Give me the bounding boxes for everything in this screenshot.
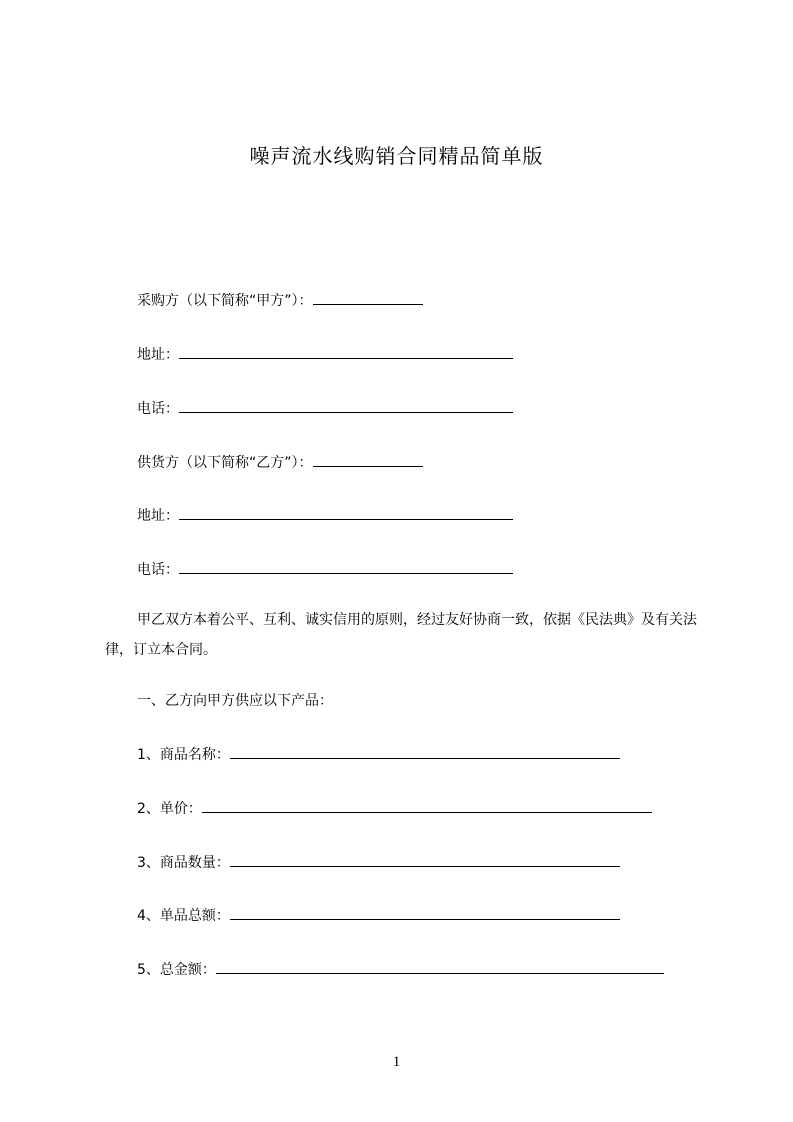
page-number: 1 [392, 1054, 401, 1070]
party-a-name-label: 采购方（以下简称“甲方”）： [137, 293, 313, 309]
party-a-address-label: 地址： [137, 347, 179, 363]
party-b-name-label: 供货方（以下简称“乙方”）： [137, 455, 313, 471]
item-quantity-line [137, 852, 620, 873]
party-a-name-line [137, 290, 423, 311]
item-total-line [137, 959, 664, 980]
party-b-address-line [137, 505, 513, 526]
intro-text: 甲乙双方本着公平、互利、诚实信用的原则，经过友好协商一致，依据《民法典》及有关法律，订立本合同。 [105, 612, 697, 658]
item-unit-price-blank[interactable] [202, 798, 652, 813]
party-b-phone-label: 电话： [137, 562, 179, 578]
party-b-name-blank[interactable] [313, 452, 423, 467]
intro-paragraph [105, 605, 715, 665]
party-b-name-line [137, 452, 423, 473]
item-total-blank[interactable] [216, 959, 664, 974]
document-title: 噪声流水线购销合同精品简单版 [249, 144, 544, 168]
item-quantity-label: 3、商品数量： [137, 855, 230, 871]
party-a-address-blank[interactable] [179, 344, 513, 359]
item-subtotal-line [137, 905, 620, 926]
item-unit-price-line [137, 798, 652, 819]
party-a-phone-label: 电话： [137, 401, 179, 417]
party-a-address-line [137, 344, 513, 365]
item-product-name-blank[interactable] [230, 744, 620, 759]
item-product-name-line [137, 744, 620, 765]
item-total-label: 5、总金额： [137, 962, 216, 978]
party-b-phone-line [137, 559, 513, 580]
party-a-phone-blank[interactable] [179, 398, 513, 413]
item-product-name-label: 1、商品名称： [137, 747, 230, 763]
item-subtotal-blank[interactable] [230, 905, 620, 920]
section-1-heading: 一、乙方向甲方供应以下产品： [137, 693, 333, 709]
item-subtotal-label: 4、单品总额： [137, 908, 230, 924]
party-b-phone-blank[interactable] [179, 559, 513, 574]
party-b-address-blank[interactable] [179, 505, 513, 520]
item-unit-price-label: 2、单价： [137, 801, 202, 817]
party-a-phone-line [137, 398, 513, 419]
item-quantity-blank[interactable] [230, 852, 620, 867]
party-b-address-label: 地址： [137, 508, 179, 524]
party-a-name-blank[interactable] [313, 290, 423, 305]
